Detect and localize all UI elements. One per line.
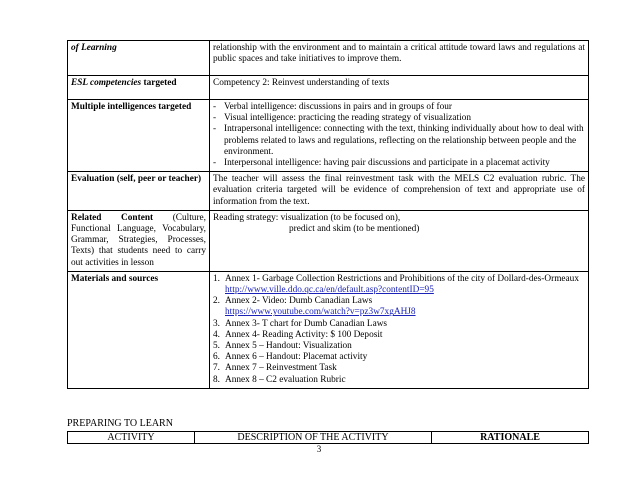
label-evaluation: Evaluation (self, peer or teacher) (68, 172, 210, 211)
list-number: 2. (213, 296, 220, 307)
label-of-learning: of Learning (68, 41, 210, 76)
section-heading-preparing: PREPARING TO LEARN (67, 418, 173, 429)
list-item-text (225, 296, 585, 318)
list-item-text: Annex 8 – C2 evaluation Rubric (225, 374, 346, 385)
text-of-learning: relationship with the environment and to maintain a critical attitude toward laws and regulations at public spaces and take initiatives to improve them. (210, 41, 589, 76)
related-line-2: predict and skim (to be mentioned) (289, 224, 420, 235)
row-of-learning (68, 41, 589, 76)
list-item (213, 375, 585, 386)
label-esl-italic: ESL competencies (71, 78, 142, 88)
list-item-text: Annex 6 – Handout: Placemat activity (225, 352, 368, 363)
list-item-text: Annex 7 – Reinvestment Task (225, 363, 337, 374)
text-related-content (210, 210, 589, 271)
label-multiple-intelligences: Multiple intelligences targeted (68, 100, 210, 172)
activity-table-header (67, 431, 589, 444)
list-number: 1. (213, 273, 220, 284)
label-esl-rest: targeted (141, 78, 177, 88)
list-item (213, 124, 585, 158)
list-number: 5. (213, 341, 220, 352)
list-item (213, 274, 585, 296)
text-evaluation: The teacher will assess the final reinvestment task with the MELS C2 evaluation rubric. The evaluation criteria targeted will be evidence of comprehension of text and appropriate use of information from the text. (210, 172, 589, 211)
list-item (213, 330, 585, 341)
label-related-bold: Related Content (71, 212, 154, 223)
list-number: 7. (213, 363, 220, 374)
list-item (213, 296, 585, 318)
list-number: 6. (213, 352, 220, 363)
col-header-description: DESCRIPTION OF THE ACTIVITY (195, 432, 432, 444)
list-item-text (225, 274, 585, 296)
label-esl-competencies (68, 76, 210, 100)
text-esl-competencies: Competency 2: Reinvest understanding of texts (210, 76, 589, 100)
list-number: 8. (213, 374, 220, 385)
related-line-1: Reading strategy: visualization (to be focused on), (213, 212, 401, 223)
page-number: 3 (316, 444, 322, 454)
list-item-text: Interpersonal intelligence: having pair discussions and participate in a placemat activity (224, 158, 550, 169)
row-materials (68, 271, 589, 388)
list-item-text: Intrapersonal intelligence: connecting with the text, thinking individually about how to deal with problems related to laws and regulations, reflecting on the relationship between people and the environment. (224, 124, 584, 157)
list-item (213, 158, 585, 169)
list-materials (210, 271, 589, 388)
annex-2-text: Annex 2- Video: Dumb Canadian Laws (225, 296, 373, 307)
col-header-activity: ACTIVITY (68, 432, 195, 444)
list-multiple-intelligences (210, 100, 589, 172)
list-item (213, 341, 585, 352)
list-item (213, 113, 585, 124)
list-item (213, 102, 585, 113)
list-number: 4. (213, 329, 220, 340)
label-related-content (68, 210, 210, 271)
row-esl-competencies (68, 76, 589, 100)
table-header-row (68, 432, 589, 444)
col-header-rationale: RATIONALE (432, 432, 589, 444)
row-related-content (68, 210, 589, 271)
annex-1-text: Annex 1- Garbage Collection Restrictions and Prohibitions of the city of Dollard-des-Ormeaux (225, 273, 579, 284)
label-materials: Materials and sources (68, 271, 210, 388)
list-item-text: Visual intelligence: practicing the reading strategy of visualization (224, 113, 472, 124)
row-evaluation (68, 172, 589, 211)
list-item-text: Annex 4- Reading Activity: $ 100 Deposit (225, 329, 383, 340)
annex-1-link[interactable]: http://www.ville.ddo.qc.ca/en/default.asp?contentID=95 (225, 285, 434, 296)
list-item (213, 319, 585, 330)
bullet-dash: - (213, 102, 217, 112)
list-item (213, 363, 585, 374)
list-item-text: Annex 3- T chart for Dumb Canadian Laws (225, 318, 388, 329)
bullet-dash: - (213, 124, 217, 135)
list-item (213, 352, 585, 363)
bullet-dash: - (213, 113, 217, 124)
row-multiple-intelligences (68, 100, 589, 172)
bullet-dash: - (213, 158, 217, 169)
list-number: 3. (213, 318, 220, 329)
list-item-text: Verbal intelligence: discussions in pairs and in groups of four (224, 102, 452, 112)
annex-2-link[interactable]: https://www.youtube.com/watch?v=pz3w7xgAHJ8 (225, 307, 416, 318)
label-related-rest: (Culture, Functional Language, Vocabulary, Grammar, Strategies, Processes, Texts) that students need to carry out activities in lesson (71, 212, 206, 268)
list-item-text: Annex 5 – Handout: Visualization (225, 341, 352, 352)
lesson-plan-table (67, 40, 589, 389)
